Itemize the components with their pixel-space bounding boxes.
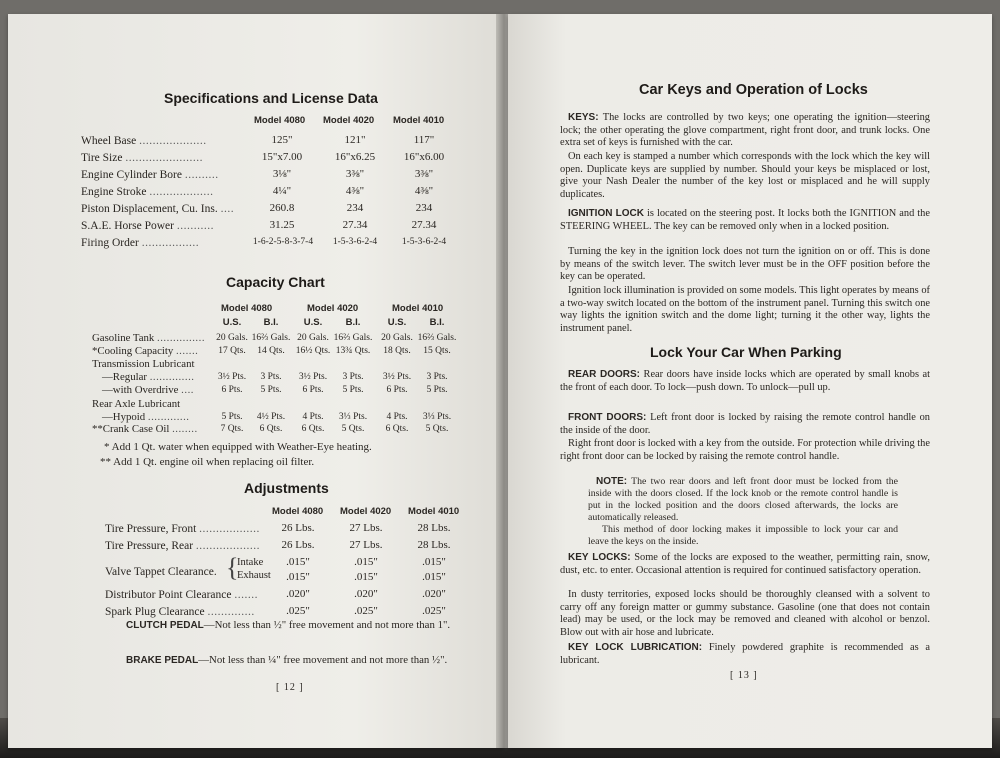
capacity-cell: 20 Gals. [216,333,248,343]
spec-cell: 1-6-2-5-8-3-7-4 [252,237,314,247]
capacity-cell: 4½ Pts. [256,412,286,422]
capacity-cell: 4 Pts. [386,412,408,422]
capacity-cell: 3½ Pts. [217,372,247,382]
adjust-cell: .020" [354,588,378,600]
locks-title: Car Keys and Operation of Locks [639,82,868,98]
adjust-cell: .025" [354,605,378,617]
spec-cell: 260.8 [269,202,295,214]
spec-cell: 1-5-3-6-2-4 [401,237,447,247]
capacity-cell: 3½ Pts. [298,372,328,382]
ignition-paragraph-3: Ignition lock illumination is provided on some models. This light operates by means of a two-way switch located on the bottom of the instrument panel. Turning this switch one way lights the ignition switch and the dome light; turning it the other way, lights the instrument panel. [560,285,930,334]
right-page [508,14,992,748]
valve-intake-label: Intake [237,557,264,568]
spec-row-label: Engine Cylinder Bore .......... [81,169,219,181]
capacity-cell: 3⅓ Pts. [338,412,368,422]
note-paragraph-2: This method of door locking makes it impossible to lock your car and leave the keys on the inside. [588,524,898,547]
rear-doors-paragraph: REAR DOORS: Rear doors have inside locks which are operated by small knobs at the front of each door. To lock—push down. To unlock—pull up. [560,369,931,393]
spec-cell: 16"x6.00 [403,151,445,163]
capacity-cell: 6 Qts. [385,424,409,434]
adjust-row-label: Tire Pressure, Rear ................... [105,540,261,552]
adjust-cell: .015" [354,571,378,583]
ignition-paragraph-2: Turning the key in the ignition lock does not turn the ignition on or off. This is done by means of the switch lever. The switch lever must be in the OFF position before the key can be operated. [560,246,930,283]
col-us: U.S. [303,317,323,328]
adjust-cell: .020" [286,588,310,600]
capacity-cell: 3 Pts. [342,372,364,382]
capacity-cell: 4 Pts. [302,412,324,422]
col-us: U.S. [222,317,242,328]
footnote-cooling: * Add 1 Qt. water when equipped with Weather-Eye heating. [104,441,372,453]
col-us: U.S. [387,317,407,328]
capacity-cell: 5 Pts. [426,385,448,395]
spec-cell: 4⅜" [414,185,434,197]
spec-title: Specifications and License Data [164,90,378,106]
capacity-model-4010: Model 4010 [392,303,444,314]
capacity-row-label: Gasoline Tank ............... [92,332,206,344]
capacity-row-label: Transmission Lubricant [92,358,195,370]
adjust-row-label: Spark Plug Clearance .............. [105,606,255,618]
spec-cell: 31.25 [269,219,295,231]
brake-pedal-note: BRAKE PEDAL—Not less than ¼" free movement and not more than ½". [126,654,448,666]
spec-row-label: Piston Displacement, Cu. Ins. .... [81,203,235,215]
adjust-cell: 27 Lbs. [349,539,383,551]
capacity-model-4080: Model 4080 [221,303,273,314]
capacity-cell: 5 Pts. [260,385,282,395]
spec-cell: 3⅜" [414,168,434,180]
keys-paragraph-2: On each key is stamped a number which corresponds with the lock which the key will open. Duplicate keys are supplied by number. Should your keys be misplaced or lost, give your Nash Dealer the number of the key lost or misplaced and he will supply duplicates. [560,151,930,200]
spec-cell: 117" [413,134,435,146]
capacity-title: Capacity Chart [226,274,325,290]
left-page [8,14,504,748]
adjust-model-4020: Model 4020 [340,506,392,517]
adjust-row-label: Tire Pressure, Front .................. [105,523,260,535]
spec-cell: 234 [346,202,364,214]
capacity-model-4020: Model 4020 [307,303,359,314]
adjust-row-label: Distributor Point Clearance ....... [105,589,258,601]
spec-row-label: Engine Stroke ................... [81,186,214,198]
adjust-model-4010: Model 4010 [408,506,460,517]
keys-paragraph: KEYS: The locks are controlled by two keys; one operating the ignition—steering lock; the other operating the glove compartment, right front door, and trunk locks. One extra set of keys is furnished with the car. [560,112,930,149]
capacity-cell: 16⅔ Gals. [333,333,373,343]
page-number-left: [ 12 ] [276,682,304,693]
spec-row-label: S.A.E. Horse Power ........... [81,220,214,232]
clutch-pedal-note: CLUTCH PEDAL—Not less than ½" free movement and not more than 1". [126,619,451,631]
adjust-model-4080: Model 4080 [272,506,324,517]
capacity-row-label: —with Overdrive .... [102,384,194,396]
spec-row-label: Firing Order ................. [81,237,200,249]
spec-model-4020: Model 4020 [323,115,375,126]
capacity-cell: 3 Pts. [260,372,282,382]
capacity-cell: 3⅓ Pts. [422,412,452,422]
adjust-cell: .025" [286,605,310,617]
spec-model-4010: Model 4010 [393,115,445,126]
key-lock-lubrication-paragraph: KEY LOCK LUBRICATION: Finely powdered graphite is recommended as a lubricant. [560,642,930,666]
spec-cell: 27.34 [411,219,437,231]
adjust-cell: .015" [422,556,446,568]
spec-cell: 234 [415,202,433,214]
spec-cell: 27.34 [342,219,368,231]
capacity-cell: 20 Gals. [297,333,329,343]
spec-cell: 125" [271,134,293,146]
col-bi: B.I. [429,317,445,328]
capacity-cell: 5 Qts. [425,424,449,434]
adjust-cell: .015" [422,571,446,583]
capacity-row-label: —Hypoid ............. [102,411,190,423]
spec-cell: 4⅜" [345,185,365,197]
adjust-cell: .025" [422,605,446,617]
page-number-right: [ 13 ] [730,670,758,681]
adjust-cell: .015" [354,556,378,568]
capacity-cell: 15 Qts. [423,346,451,356]
capacity-cell: 17 Qts. [218,346,246,356]
spec-model-4080: Model 4080 [254,115,306,126]
capacity-cell: 20 Gals. [381,333,413,343]
capacity-cell: 6 Qts. [301,424,325,434]
capacity-cell: 3½ Pts. [382,372,412,382]
capacity-cell: 13¾ Qts. [335,346,371,356]
adjust-cell: 26 Lbs. [281,522,315,534]
adjust-cell: 27 Lbs. [349,522,383,534]
spec-cell: 121" [344,134,366,146]
adjust-cell: 26 Lbs. [281,539,315,551]
spec-row-label: Wheel Base .................... [81,135,207,147]
capacity-row-label: *Cooling Capacity ....... [92,345,199,357]
col-bi: B.I. [345,317,361,328]
capacity-row-label: —Regular .............. [102,371,195,383]
capacity-cell: 6 Pts. [302,385,324,395]
key-locks-paragraph-2: In dusty territories, exposed locks should be thoroughly cleansed with a solvent to carry off any foreign matter or gummy substance. Gasoline (one that does not contain lead) may be used, or the lock may be removed and cleaned with alcohol or benzol. Blow out with air hose and lubricate. [560,589,930,638]
spec-cell: 4¼" [272,185,292,197]
brace-glyph: { [226,553,239,582]
footnote-oil: ** Add 1 Qt. engine oil when replacing oil filter. [100,456,315,468]
adjust-cell: .015" [286,556,310,568]
capacity-cell: 5 Pts. [221,412,243,422]
adjust-cell: 28 Lbs. [417,539,451,551]
spec-cell: 3⅛" [272,168,292,180]
capacity-cell: 14 Qts. [257,346,285,356]
capacity-row-label: **Crank Case Oil ........ [92,423,198,435]
capacity-cell: 5 Qts. [341,424,365,434]
capacity-cell: 16⅔ Gals. [417,333,457,343]
spec-cell: 16"x6.25 [334,151,376,163]
capacity-cell: 18 Qts. [383,346,411,356]
spec-cell: 15"x7.00 [261,151,303,163]
capacity-row-label: Rear Axle Lubricant [92,398,181,410]
adjust-cell: .015" [286,571,310,583]
spec-cell: 3⅜" [345,168,365,180]
capacity-cell: 7 Qts. [220,424,244,434]
capacity-cell: 16⅔ Gals. [251,333,291,343]
capacity-cell: 16½ Qts. [295,346,331,356]
valve-tappet-label: Valve Tappet Clearance. [105,566,217,578]
ignition-paragraph: IGNITION LOCK is located on the steering post. It locks both the IGNITION and the STEERING WHEEL. The key can be removed only when in a locked position. [560,208,930,232]
front-doors-paragraph: FRONT DOORS: Left front door is locked by raising the remote control handle on the inside of the door. [560,412,931,436]
col-bi: B.I. [263,317,279,328]
spec-cell: 1-5-3-6-2-4 [332,237,378,247]
capacity-cell: 3 Pts. [426,372,448,382]
key-locks-paragraph: KEY LOCKS: Some of the locks are exposed to the weather, permitting rain, snow, dust, etc. to enter. Occasional attention is required for continued satisfactory operation. [560,552,930,576]
spec-row-label: Tire Size ....................... [81,152,203,164]
capacity-cell: 6 Qts. [259,424,283,434]
capacity-cell: 6 Pts. [386,385,408,395]
capacity-cell: 5 Pts. [342,385,364,395]
adjust-title: Adjustments [244,480,329,496]
valve-exhaust-label: Exhaust [237,570,271,581]
note-paragraph: NOTE: The two rear doors and left front door must be locked from the inside with the doors closed. If the lock knob or the remote control handle is put in the locked position and the doors closed afterwards, the locks are automatically released. [588,476,899,523]
capacity-cell: 6 Pts. [221,385,243,395]
lock-car-title: Lock Your Car When Parking [650,344,842,360]
adjust-cell: .020" [422,588,446,600]
front-doors-paragraph-2: Right front door is locked with a key from the outside. For protection while driving the right front door can be locked by raising the remote control handle. [560,438,930,462]
adjust-cell: 28 Lbs. [417,522,451,534]
